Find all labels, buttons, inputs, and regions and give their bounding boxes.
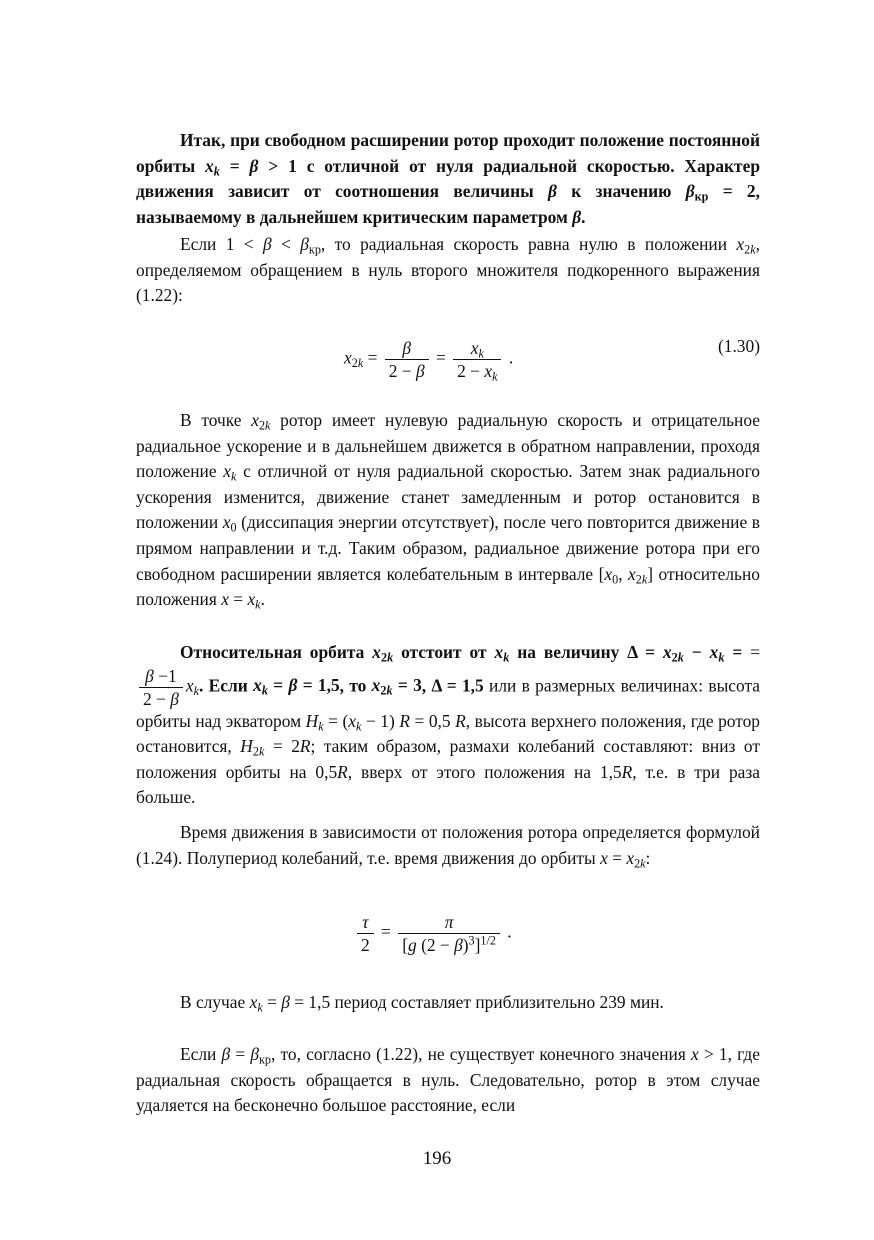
paragraph-5: Время движения в зависимости от положения ротора определяется формулой (1.24). Полупериод колебаний, т.е. время движения до орбиты $x = x_{2k}$: xyxy=(136,822,760,871)
fraction-beta: $\frac{\beta -1}{2 - \beta}$ xyxy=(139,666,183,709)
page-number: 196 xyxy=(422,1148,452,1169)
equation-number: (1.30) xyxy=(717,336,760,356)
equation-half-period-body: $\frac{\tau}{2}$ = $\frac{\pi}{[g (2 - \beta)^3]^{1/2}}$ . xyxy=(354,912,512,955)
equation-half-period xyxy=(136,910,760,966)
paragraph-3: В точке $x_{2k}$ ротор имеет нулевую радиальную скорость и отрицательное радиальное ускорение и в дальнейшем движется в обратном направлении, проходя положение $x_k$ с отличной от нуля радиальной скоростью. Затем знак радиального ускорения изменится, движение станет замедленным и ротор остановится в положении $x_0$ (диссипация энергии отсутствует), после чего повторится движение в прямом направлении и т.д. Таким образом, радиальное движение ротора при его свободном расширении является колебательным в интервале [$x_0$, $x_{2k}$] относительно положения $x = x_k$. xyxy=(136,410,760,612)
paragraph-1: Итак, при свободном расширении ротор проходит положение постоянной орбиты $x_k = \beta > 1$ с отличной от нуля радиальной скоростью. Характер движения зависит от соотношения величины β к значению $\beta_{кр} = 2$, называемому в дальнейшем критическим параметром β. xyxy=(136,130,760,227)
paragraph-6: В случае $x_k = \beta = 1,5$ период составляет приблизительно 239 мин. xyxy=(180,992,664,1015)
equation-1-30 xyxy=(136,336,760,388)
equation-1-30-body: $x_{2k}$ = $\frac{\beta}{2 - \beta}$ = $\frac{x_k}{2 - x_k}$ . xyxy=(344,338,514,384)
paragraph-4: Относительная орбита $x_{2k}$ отстоит от $x_k$ на величину $\Delta = x_{2k} - x_k$ = = $\frac{\beta -1}{2 - \beta}$ $x_k$. Если $x_k = \beta = 1,5$, то $x_{2k} = 3$, Δ = 1,5 или в размерных величинах: высота орбиты над экватором $H_k = (x_k - 1) R = 0,5$ R, высота верхнего положения, где ротор остановится, $H_{2k} = 2R$; таким образом, размахи колебаний составляют: вниз от положения орбиты на 0,5R, вверх от этого положения на 1,5R, т.е. в три раза больше. xyxy=(136,642,761,808)
paragraph-2: Если $1 < \beta < \beta_{кр}$, то радиальная скорость равна нулю в положении $x_{2k}$, определяемом обращением в нуль второго множителя подкоренного выражения (1.22): xyxy=(136,234,760,306)
paragraph-7: Если $\beta = \beta_{кр}$, то, согласно (1.22), не существует конечного значения x > 1, где радиальная скорость обращается в нуль. Следовательно, ротор в этом случае удаляется на бесконечно большое расстояние, если xyxy=(136,1044,760,1116)
